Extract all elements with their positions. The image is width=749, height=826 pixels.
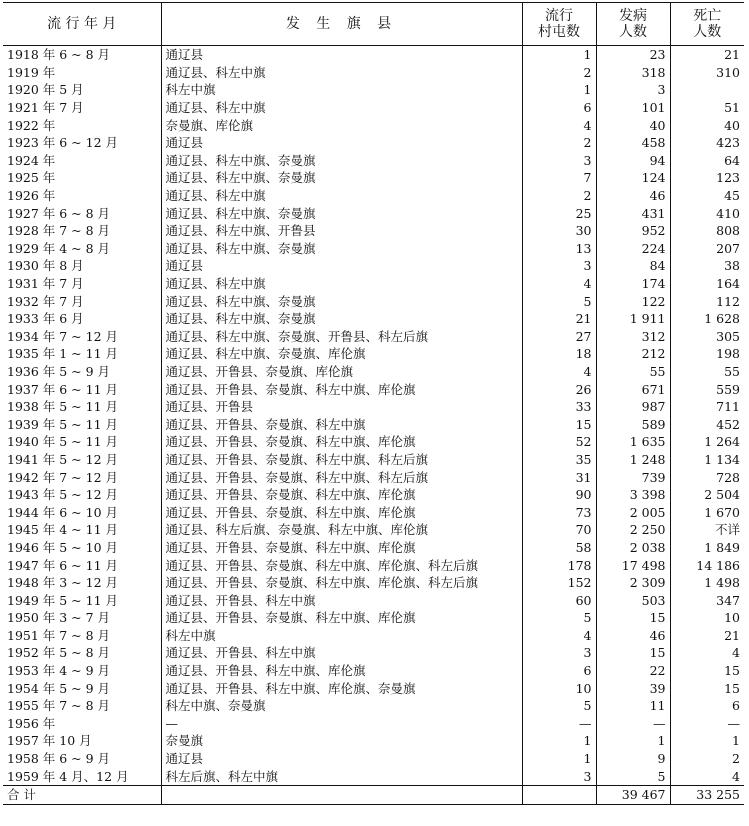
cell-cases: 5	[596, 767, 670, 785]
table-row	[3, 503, 744, 521]
cell-date: 1939 年 5 ~ 11 月	[7, 416, 119, 432]
table-row	[3, 486, 744, 504]
header-cases-line2: 人数	[619, 24, 647, 40]
cell-villages: 25	[522, 204, 596, 222]
cell-villages: 4	[522, 363, 596, 381]
cell-date: 1919 年	[7, 64, 56, 80]
cell-region: 通辽县、开鲁县、奈曼旗、科左中旗、科左后旗	[161, 451, 522, 469]
table-row	[3, 715, 744, 733]
cell-cases: 46	[596, 627, 670, 645]
cell-date: 1933 年 6 月	[7, 311, 84, 327]
table-row	[3, 64, 744, 82]
cell-cases: 174	[596, 275, 670, 293]
cell-date: 1921 年 7 月	[7, 100, 84, 116]
cell-villages: 27	[522, 328, 596, 346]
cell-deaths: 14 186	[670, 556, 744, 574]
cell-deaths: —	[670, 715, 744, 733]
cell-date: 1937 年 6 ~ 11 月	[7, 381, 119, 397]
cell-cases: 124	[596, 169, 670, 187]
table-row	[3, 46, 744, 64]
table-row	[3, 292, 744, 310]
cell-region: 通辽县	[161, 257, 522, 275]
cell-villages: 52	[522, 433, 596, 451]
table-row	[3, 257, 744, 275]
cell-deaths	[670, 81, 744, 99]
cell-date: 1924 年	[7, 152, 56, 168]
table-row	[3, 591, 744, 609]
cell-region: 通辽县	[161, 46, 522, 64]
cell-villages: 1	[522, 750, 596, 768]
cell-villages: 6	[522, 662, 596, 680]
cell-region: 通辽县、科左中旗、奈曼旗、开鲁县、科左后旗	[161, 328, 522, 346]
cell-cases: 1 248	[596, 451, 670, 469]
cell-cases: 46	[596, 187, 670, 205]
cell-date: 1938 年 5 ~ 11 月	[7, 399, 119, 415]
cell-villages: 73	[522, 503, 596, 521]
table-row	[3, 204, 744, 222]
cell-villages: 4	[522, 275, 596, 293]
cell-villages: 2	[522, 64, 596, 82]
cell-villages: 30	[522, 222, 596, 240]
cell-villages: 3	[522, 644, 596, 662]
table-row	[3, 750, 744, 768]
cell-region: 通辽县、开鲁县、奈曼旗、科左中旗、库伦旗	[161, 503, 522, 521]
cell-cases: 2 309	[596, 574, 670, 592]
cell-date: 1920 年 5 月	[7, 82, 84, 98]
cell-cases: 9	[596, 750, 670, 768]
cell-deaths: 64	[670, 152, 744, 170]
table-row	[3, 99, 744, 117]
cell-date: 1941 年 5 ~ 12 月	[7, 451, 119, 467]
cell-cases: 11	[596, 697, 670, 715]
cell-cases: 503	[596, 591, 670, 609]
total-label: 合 计	[3, 785, 161, 804]
cell-cases: 589	[596, 415, 670, 433]
cell-villages: 178	[522, 556, 596, 574]
table-row	[3, 345, 744, 363]
header-deaths	[670, 3, 744, 46]
table-row	[3, 732, 744, 750]
cell-cases: 2 005	[596, 503, 670, 521]
cell-region: 通辽县、开鲁县、科左中旗、库伦旗、奈曼旗	[161, 679, 522, 697]
table-row	[3, 134, 744, 152]
cell-date: 1952 年 5 ~ 8 月	[7, 645, 111, 661]
cell-date: 1956 年	[7, 715, 56, 731]
total-villages-empty	[522, 785, 596, 804]
cell-date: 1927 年 6 ~ 8 月	[7, 205, 111, 221]
cell-region: 通辽县、科左中旗、奈曼旗	[161, 204, 522, 222]
cell-deaths: 2 504	[670, 486, 744, 504]
table-row	[3, 240, 744, 258]
table-row	[3, 433, 744, 451]
cell-cases: 224	[596, 240, 670, 258]
table-row	[3, 644, 744, 662]
total-region-empty	[161, 785, 522, 804]
cell-date: 1926 年	[7, 188, 56, 204]
cell-date: 1951 年 7 ~ 8 月	[7, 627, 111, 643]
cell-region: 通辽县、开鲁县、奈曼旗、科左中旗、库伦旗、科左后旗	[161, 574, 522, 592]
cell-villages: 5	[522, 609, 596, 627]
cell-villages: 3	[522, 152, 596, 170]
cell-date: 1935 年 1 ~ 11 月	[7, 346, 119, 362]
cell-cases: 84	[596, 257, 670, 275]
cell-deaths: 207	[670, 240, 744, 258]
table-row	[3, 767, 744, 785]
cell-villages: 18	[522, 345, 596, 363]
cell-deaths: 305	[670, 328, 744, 346]
cell-cases: 2 038	[596, 539, 670, 557]
cell-deaths: 198	[670, 345, 744, 363]
cell-date: 1957 年 10 月	[7, 733, 92, 749]
table-row	[3, 415, 744, 433]
cell-villages: 1	[522, 732, 596, 750]
cell-cases: 671	[596, 380, 670, 398]
cell-deaths: 15	[670, 679, 744, 697]
cell-date: 1942 年 7 ~ 12 月	[7, 469, 119, 485]
table-row	[3, 574, 744, 592]
cell-region: 通辽县、开鲁县、奈曼旗、科左中旗、库伦旗	[161, 609, 522, 627]
cell-deaths: 1	[670, 732, 744, 750]
cell-cases: 458	[596, 134, 670, 152]
cell-date: 1945 年 4 ~ 11 月	[7, 522, 119, 538]
cell-cases: 318	[596, 64, 670, 82]
cell-villages: 33	[522, 398, 596, 416]
cell-region: 通辽县、科左中旗	[161, 64, 522, 82]
cell-region: 通辽县、科左后旗、奈曼旗、科左中旗、库伦旗	[161, 521, 522, 539]
header-villages-line1: 流行	[545, 8, 573, 24]
cell-region: 通辽县、开鲁县、奈曼旗、科左中旗、库伦旗	[161, 380, 522, 398]
cell-cases: 952	[596, 222, 670, 240]
cell-cases: 40	[596, 116, 670, 134]
cell-villages: —	[522, 715, 596, 733]
cell-cases: 2 250	[596, 521, 670, 539]
cell-deaths: 112	[670, 292, 744, 310]
table-row	[3, 609, 744, 627]
cell-deaths: 38	[670, 257, 744, 275]
cell-date: 1948 年 3 ~ 12 月	[7, 575, 119, 591]
cell-deaths: 452	[670, 415, 744, 433]
header-villages	[522, 3, 596, 46]
header-deaths-line1: 死亡	[693, 8, 722, 24]
cell-region: 通辽县、开鲁县、奈曼旗、科左中旗、科左后旗	[161, 468, 522, 486]
table-row	[3, 539, 744, 557]
cell-cases: 739	[596, 468, 670, 486]
cell-deaths: 45	[670, 187, 744, 205]
cell-date: 1932 年 7 月	[7, 293, 84, 309]
table-row	[3, 556, 744, 574]
cell-villages: 6	[522, 99, 596, 117]
cell-deaths: 55	[670, 363, 744, 381]
cell-region: 奈曼旗、库伦旗	[161, 116, 522, 134]
cell-deaths: 410	[670, 204, 744, 222]
cell-cases: 101	[596, 99, 670, 117]
cell-region: 通辽县、科左中旗	[161, 275, 522, 293]
total-deaths: 33 255	[670, 785, 744, 804]
cell-region: 科左后旗、科左中旗	[161, 767, 522, 785]
cell-region: 通辽县、开鲁县、奈曼旗、科左中旗、库伦旗	[161, 539, 522, 557]
cell-region: 通辽县、科左中旗、奈曼旗、库伦旗	[161, 345, 522, 363]
cell-deaths: 1 628	[670, 310, 744, 328]
cell-cases: 3 398	[596, 486, 670, 504]
cell-deaths: 808	[670, 222, 744, 240]
table-row	[3, 398, 744, 416]
cell-region: —	[161, 715, 522, 733]
cell-date: 1947 年 6 ~ 11 月	[7, 557, 119, 573]
cell-region: 通辽县、开鲁县、奈曼旗、科左中旗	[161, 415, 522, 433]
table-row	[3, 679, 744, 697]
cell-deaths: 423	[670, 134, 744, 152]
cell-villages: 2	[522, 134, 596, 152]
cell-region: 通辽县、科左中旗、奈曼旗	[161, 310, 522, 328]
cell-date: 1918 年 6 ~ 8 月	[7, 47, 111, 63]
cell-deaths: 21	[670, 46, 744, 64]
cell-villages: 13	[522, 240, 596, 258]
cell-date: 1928 年 7 ~ 8 月	[7, 223, 111, 239]
cell-region: 通辽县、开鲁县、科左中旗、库伦旗	[161, 662, 522, 680]
cell-cases: 1	[596, 732, 670, 750]
total-row	[3, 785, 744, 804]
cell-deaths: 4	[670, 644, 744, 662]
cell-cases: 122	[596, 292, 670, 310]
cell-date: 1940 年 5 ~ 11 月	[7, 434, 119, 450]
cell-cases: 212	[596, 345, 670, 363]
cell-deaths: 347	[670, 591, 744, 609]
header-row	[3, 3, 744, 46]
total-cases: 39 467	[596, 785, 670, 804]
header-deaths-line2: 人数	[693, 24, 722, 40]
table-row	[3, 152, 744, 170]
cell-cases: 15	[596, 644, 670, 662]
cell-cases: 312	[596, 328, 670, 346]
cell-deaths: 4	[670, 767, 744, 785]
cell-deaths: 1 264	[670, 433, 744, 451]
cell-region: 通辽县、科左中旗	[161, 99, 522, 117]
cell-date: 1955 年 7 ~ 8 月	[7, 698, 111, 714]
cell-deaths: 1 670	[670, 503, 744, 521]
cell-date: 1931 年 7 月	[7, 276, 84, 292]
table-row	[3, 521, 744, 539]
cell-deaths: 1 849	[670, 539, 744, 557]
table-row	[3, 81, 744, 99]
cell-cases: 39	[596, 679, 670, 697]
cell-deaths: 21	[670, 627, 744, 645]
cell-villages: 1	[522, 81, 596, 99]
cell-deaths: 10	[670, 609, 744, 627]
cell-cases: 431	[596, 204, 670, 222]
table-row	[3, 662, 744, 680]
cell-region: 通辽县、开鲁县、奈曼旗、科左中旗、库伦旗	[161, 433, 522, 451]
cell-region: 奈曼旗	[161, 732, 522, 750]
cell-deaths: 123	[670, 169, 744, 187]
table-row	[3, 627, 744, 645]
cell-cases: 1 911	[596, 310, 670, 328]
cell-cases: 55	[596, 363, 670, 381]
cell-deaths: 6	[670, 697, 744, 715]
table-row	[3, 275, 744, 293]
cell-villages: 58	[522, 539, 596, 557]
cell-deaths: 51	[670, 99, 744, 117]
cell-villages: 7	[522, 169, 596, 187]
cell-villages: 1	[522, 46, 596, 64]
cell-villages: 3	[522, 767, 596, 785]
table-row	[3, 468, 744, 486]
cell-villages: 15	[522, 415, 596, 433]
header-region: 发 生 旗 县	[161, 3, 522, 46]
cell-region: 科左中旗	[161, 627, 522, 645]
cell-date: 1934 年 7 ~ 12 月	[7, 328, 119, 344]
cell-deaths: 728	[670, 468, 744, 486]
table-row	[3, 380, 744, 398]
cell-deaths: 164	[670, 275, 744, 293]
plague-epidemic-table	[3, 2, 744, 805]
header-date: 流 行 年 月	[3, 3, 161, 46]
cell-cases: 3	[596, 81, 670, 99]
cell-date: 1950 年 3 ~ 7 月	[7, 610, 111, 626]
table-row	[3, 363, 744, 381]
cell-region: 通辽县、开鲁县、科左中旗	[161, 591, 522, 609]
header-cases-line1: 发病	[619, 8, 647, 24]
cell-villages: 70	[522, 521, 596, 539]
cell-villages: 35	[522, 451, 596, 469]
cell-villages: 5	[522, 697, 596, 715]
cell-cases: 987	[596, 398, 670, 416]
cell-villages: 4	[522, 627, 596, 645]
cell-deaths: 15	[670, 662, 744, 680]
cell-region: 通辽县	[161, 134, 522, 152]
cell-date: 1944 年 6 ~ 10 月	[7, 504, 119, 520]
cell-date: 1959 年 4 月、12 月	[7, 768, 129, 784]
table-row	[3, 116, 744, 134]
cell-region: 通辽县、科左中旗、奈曼旗	[161, 240, 522, 258]
cell-date: 1923 年 6 ~ 12 月	[7, 135, 119, 151]
cell-villages: 90	[522, 486, 596, 504]
cell-deaths: 711	[670, 398, 744, 416]
cell-villages: 5	[522, 292, 596, 310]
table-row	[3, 697, 744, 715]
cell-cases: —	[596, 715, 670, 733]
cell-deaths: 559	[670, 380, 744, 398]
cell-deaths: 1 498	[670, 574, 744, 592]
cell-deaths: 不详	[670, 521, 744, 539]
table-row	[3, 187, 744, 205]
cell-cases: 22	[596, 662, 670, 680]
cell-villages: 60	[522, 591, 596, 609]
cell-cases: 94	[596, 152, 670, 170]
cell-cases: 1 635	[596, 433, 670, 451]
cell-deaths: 40	[670, 116, 744, 134]
table-row	[3, 328, 744, 346]
cell-region: 通辽县、开鲁县、奈曼旗、库伦旗	[161, 363, 522, 381]
cell-region: 通辽县	[161, 750, 522, 768]
cell-cases: 15	[596, 609, 670, 627]
cell-date: 1953 年 4 ~ 9 月	[7, 663, 111, 679]
cell-villages: 3	[522, 257, 596, 275]
cell-region: 科左中旗	[161, 81, 522, 99]
cell-region: 通辽县、科左中旗、奈曼旗	[161, 292, 522, 310]
cell-villages: 4	[522, 116, 596, 134]
cell-date: 1954 年 5 ~ 9 月	[7, 680, 111, 696]
cell-date: 1925 年	[7, 170, 56, 186]
table-row	[3, 310, 744, 328]
cell-date: 1922 年	[7, 117, 56, 133]
cell-region: 通辽县、科左中旗、奈曼旗	[161, 169, 522, 187]
cell-region: 通辽县、开鲁县、奈曼旗、科左中旗、库伦旗、科左后旗	[161, 556, 522, 574]
header-cases	[596, 3, 670, 46]
cell-region: 科左中旗、奈曼旗	[161, 697, 522, 715]
cell-villages: 2	[522, 187, 596, 205]
cell-region: 通辽县、开鲁县	[161, 398, 522, 416]
header-villages-line2: 村屯数	[538, 24, 580, 40]
cell-villages: 10	[522, 679, 596, 697]
table-body	[3, 46, 744, 805]
cell-region: 通辽县、开鲁县、科左中旗	[161, 644, 522, 662]
cell-deaths: 1 134	[670, 451, 744, 469]
cell-region: 通辽县、科左中旗	[161, 187, 522, 205]
cell-date: 1958 年 6 ~ 9 月	[7, 751, 111, 767]
cell-region: 通辽县、开鲁县、奈曼旗、科左中旗、库伦旗	[161, 486, 522, 504]
cell-date: 1949 年 5 ~ 11 月	[7, 592, 119, 608]
cell-villages: 21	[522, 310, 596, 328]
cell-villages: 26	[522, 380, 596, 398]
table-row	[3, 451, 744, 469]
cell-date: 1946 年 5 ~ 10 月	[7, 539, 119, 555]
cell-villages: 152	[522, 574, 596, 592]
table-row	[3, 222, 744, 240]
cell-region: 通辽县、科左中旗、开鲁县	[161, 222, 522, 240]
cell-date: 1930 年 8 月	[7, 258, 84, 274]
cell-deaths: 2	[670, 750, 744, 768]
cell-region: 通辽县、科左中旗、奈曼旗	[161, 152, 522, 170]
cell-date: 1936 年 5 ~ 9 月	[7, 363, 111, 379]
cell-cases: 17 498	[596, 556, 670, 574]
table-row	[3, 169, 744, 187]
cell-deaths: 310	[670, 64, 744, 82]
cell-villages: 31	[522, 468, 596, 486]
cell-date: 1943 年 5 ~ 12 月	[7, 487, 119, 503]
cell-cases: 23	[596, 46, 670, 64]
cell-date: 1929 年 4 ~ 8 月	[7, 240, 111, 256]
